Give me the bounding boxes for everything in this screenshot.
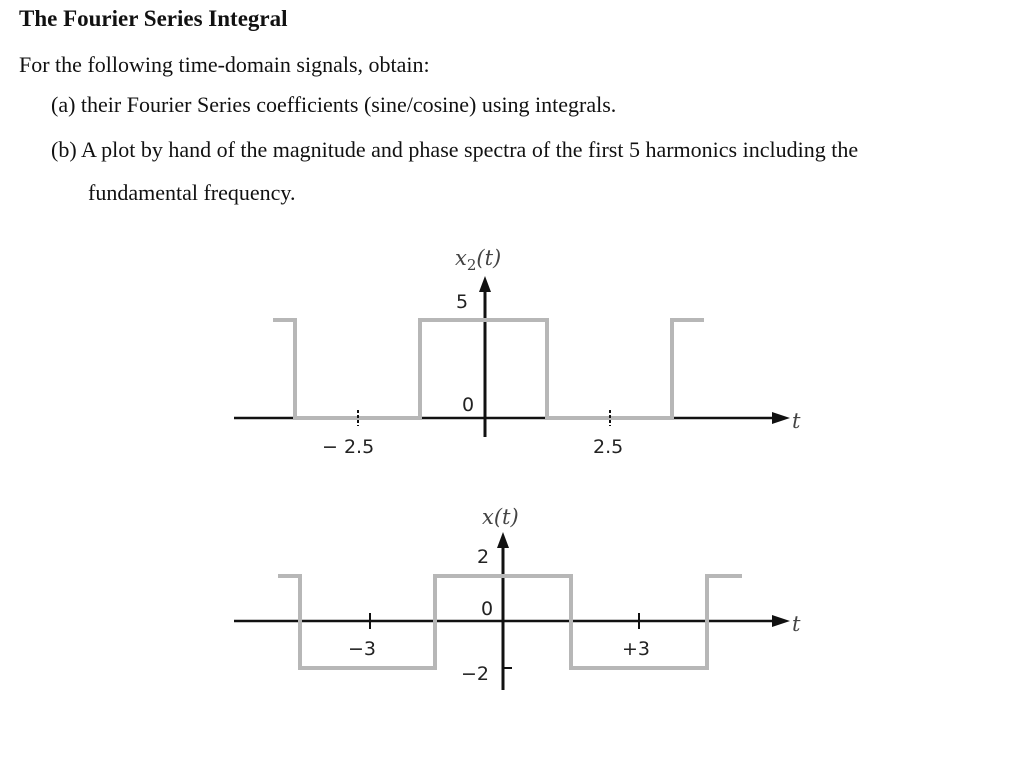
- plot1-y-label: $x_2(t)$: [455, 246, 502, 274]
- plot-x2: [234, 246, 801, 458]
- plot-x: [234, 505, 801, 690]
- plot2-x-tick-left: −3: [348, 638, 377, 660]
- plot1-signal-waveform: [273, 320, 704, 418]
- plot2-y-tick-high: 2: [477, 546, 490, 568]
- plot2-origin-label: 0: [481, 598, 494, 620]
- plot1-y-tick-high: 5: [456, 291, 469, 313]
- plot1-x-tick-left: − 2.5: [322, 436, 375, 458]
- plot1-x-tick-right: 2.5: [593, 436, 624, 458]
- plot2-x-label: t: [792, 612, 801, 636]
- plot2-x-tick-right: +3: [622, 638, 651, 660]
- page-title: The Fourier Series Integral: [19, 6, 288, 31]
- list-item-b-line2: fundamental frequency.: [88, 180, 296, 205]
- plot1-y-axis-arrow: [479, 276, 491, 292]
- plot1-t-axis-arrow: [772, 412, 790, 424]
- list-item-a: (a) their Fourier Series coefficients (sine/cosine) using integrals.: [51, 92, 617, 117]
- plot1-x-label: t: [792, 409, 801, 433]
- plot2-y-tick-low: −2: [461, 663, 490, 685]
- plot1-origin-label: 0: [462, 394, 475, 416]
- list-item-b-line1: (b) A plot by hand of the magnitude and phase spectra of the first 5 harmonics including the: [51, 137, 859, 162]
- intro-text: For the following time-domain signals, obtain:: [19, 52, 430, 77]
- plot2-t-axis-arrow: [772, 615, 790, 627]
- plot2-y-label: x(t): [482, 505, 519, 529]
- plot2-y-axis-arrow: [497, 532, 509, 548]
